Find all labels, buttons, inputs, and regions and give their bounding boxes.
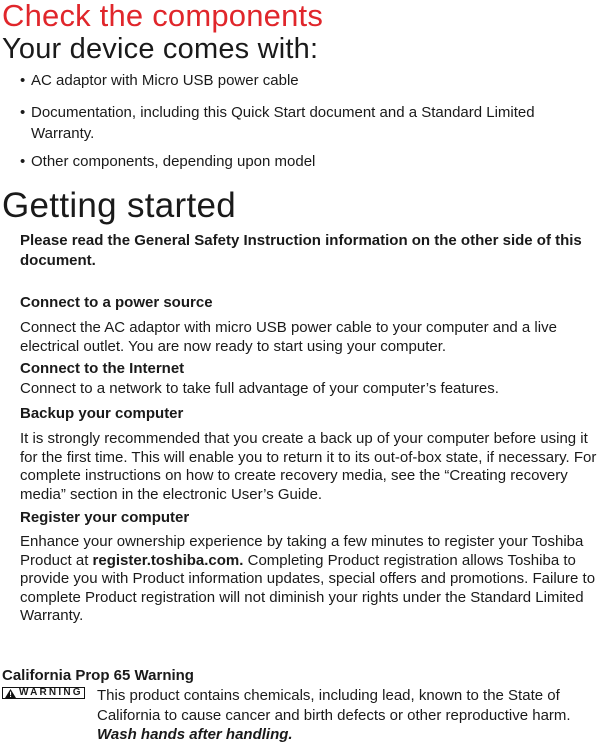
list-item: [20, 151, 315, 172]
list-item: [20, 102, 601, 144]
section-body-register: [20, 533, 605, 626]
prop65-text: This product contains chemicals, including lead, known to the State of California to cause cancer and birth defects or other reproductive harm.: [97, 687, 571, 724]
section-body-power: Connect the AC adaptor with micro USB power cable to your computer and a live electrical outlet. You are now ready to start using your computer.: [20, 319, 557, 355]
warning-triangle-icon: [5, 689, 16, 698]
list-item-text: Other components, depending upon model: [31, 153, 316, 170]
warning-badge-label: WARNING: [19, 687, 83, 698]
safety-intro: Please read the General Safety Instruction information on the other side of this document.: [20, 232, 582, 269]
section-heading-backup: Backup your computer: [20, 405, 184, 422]
bullet-icon: •: [20, 153, 26, 170]
list-item-text: Documentation, including this Quick Start document and a Standard Limited Warranty.: [31, 104, 535, 142]
prop65-heading: California Prop 65 Warning: [2, 667, 194, 684]
components-title: Check the components: [2, 0, 324, 33]
register-text-after: Completing Product registration allows Toshiba to provide you with Product information updates, special offers and promotions. Failure to complete Product registration will not diminish your rights under the Standard Limited Warranty.: [20, 551, 596, 624]
register-text-before: Enhance your ownership experience by taking a few minutes to register your Toshiba Product at: [20, 533, 584, 569]
bullet-icon: •: [20, 104, 26, 121]
bullet-icon: •: [20, 72, 26, 89]
section-body-internet: Connect to a network to take full advantage of your computer’s features.: [20, 380, 499, 397]
list-item: [20, 70, 299, 91]
section-heading-power: Connect to a power source: [20, 294, 213, 311]
list-item-text: AC adaptor with Micro USB power cable: [31, 72, 299, 89]
prop65-emphasis: Wash hands after handling.: [97, 726, 293, 743]
warning-badge: [2, 687, 85, 699]
getting-started-title: Getting started: [2, 186, 237, 225]
prop65-body: [97, 686, 609, 745]
register-link: register.toshiba.com.: [92, 551, 244, 569]
section-heading-register: Register your computer: [20, 509, 190, 526]
components-subtitle: Your device comes with:: [2, 33, 319, 65]
section-heading-internet: Connect to the Internet: [20, 360, 185, 377]
section-body-backup: It is strongly recommended that you create a back up of your computer before using it for the first time. This will enable you to return it to its out-of-box state, if necessary. For complete instructions on how to create recovery media, see the “Creating recovery media” section in the electronic User’s Guide.: [20, 430, 597, 503]
